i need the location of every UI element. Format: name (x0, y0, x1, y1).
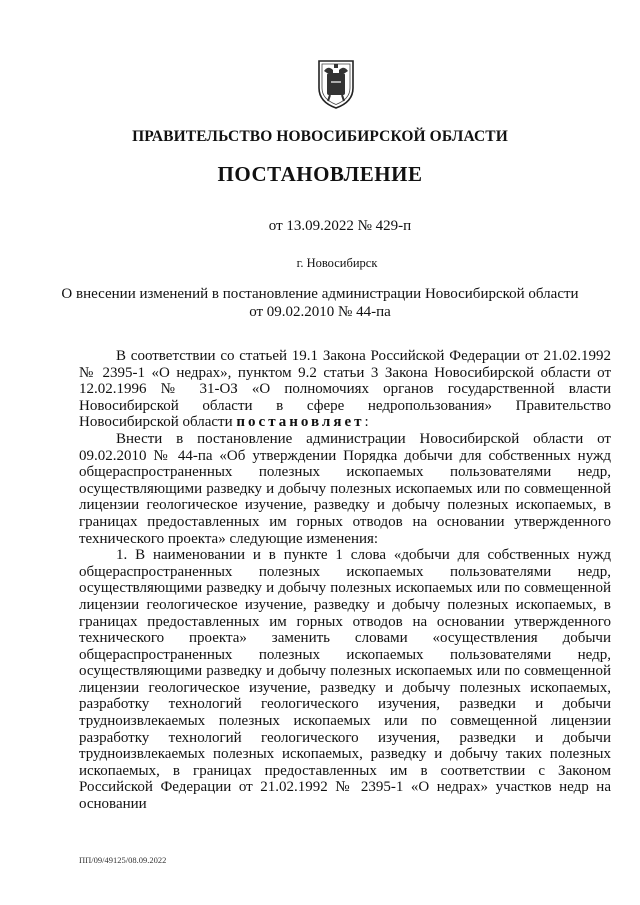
preamble-colon: : (364, 414, 369, 431)
document-body (79, 348, 611, 813)
coat-of-arms-icon (316, 58, 356, 110)
document-subject (40, 285, 600, 321)
document-city: г. Новосибирск (296, 256, 378, 270)
document-type-title: ПОСТАНОВЛЕНИЕ (217, 162, 423, 186)
preamble-text: В соответствии со статьей 19.1 Закона Российской Федерации от 21.02.1992 № 2395-1 «О недрах», пунктом 9.2 статьи 3 Закона Новосибирской области от 12.02.1996 № 31-ОЗ «О полномочиях органов государственной власти Новосибирской области в сфере недропользования» Правительство Новосибирской области (79, 348, 611, 431)
subject-line-2: от 09.02.2010 № 44-па (249, 304, 391, 320)
paragraph-preamble (79, 348, 611, 431)
paragraph-amend-intro: Внести в постановление администрации Новосибирской области от 09.02.2010 № 44-па «Об утверждении Порядка добычи для собственных нужд общераспространенных полезных ископаемых пользователями недр, осуществляющими разведку и добычу полезных ископаемых или по совмещенной лицензии геологическое изучение, разведку и добычу полезных ископаемых, в границах предоставленных им горных отводов на основании утвержденного технического проекта» следующие изменения: (79, 430, 611, 547)
government-name: ПРАВИТЕЛЬСТВО НОВОСИБИРСКОЙ ОБЛАСТИ (132, 128, 508, 145)
paragraph-item-1: 1. В наименовании и в пункте 1 слова «добычи для собственных нужд общераспространенных полезных ископаемых пользователями недр, осуществляющими разведку и добычу полезных ископаемых или по совмещенной лицензии геологическое изучение, разведку и добычу полезных ископаемых, в границах предоставленных им горных отводов на основании утвержденного технического проекта» заменить словами «осуществления добычи общераспространенных полезных ископаемых пользователями недр, осуществляющими разведку и добычу полезных ископаемых или по совмещенной лицензии геологическое изучение, разведку и добычу полезных ископаемых, разработку технологий геологического изучения, разведки и добычи трудноизвлекаемых полезных ископаемых или по совмещенной лицензии разработку технологий геологического изучения, разведки и добычи трудноизвлекаемых полезных ископаемых, разведку и добычу таких полезных ископаемых, в границах предоставленных им в соответствии с Законом Российской Федерации от 21.02.1992 № 2395-1 «О недрах» участков недр на основании (79, 547, 611, 813)
subject-line-1: О внесении изменений в постановление администрации Новосибирской области (61, 286, 579, 302)
document-date-number: от 13.09.2022 № 429-п (268, 218, 412, 234)
document-footer-code: ПП/09/49125/08.09.2022 (79, 855, 167, 865)
resolves-word: постановляет (236, 414, 365, 431)
